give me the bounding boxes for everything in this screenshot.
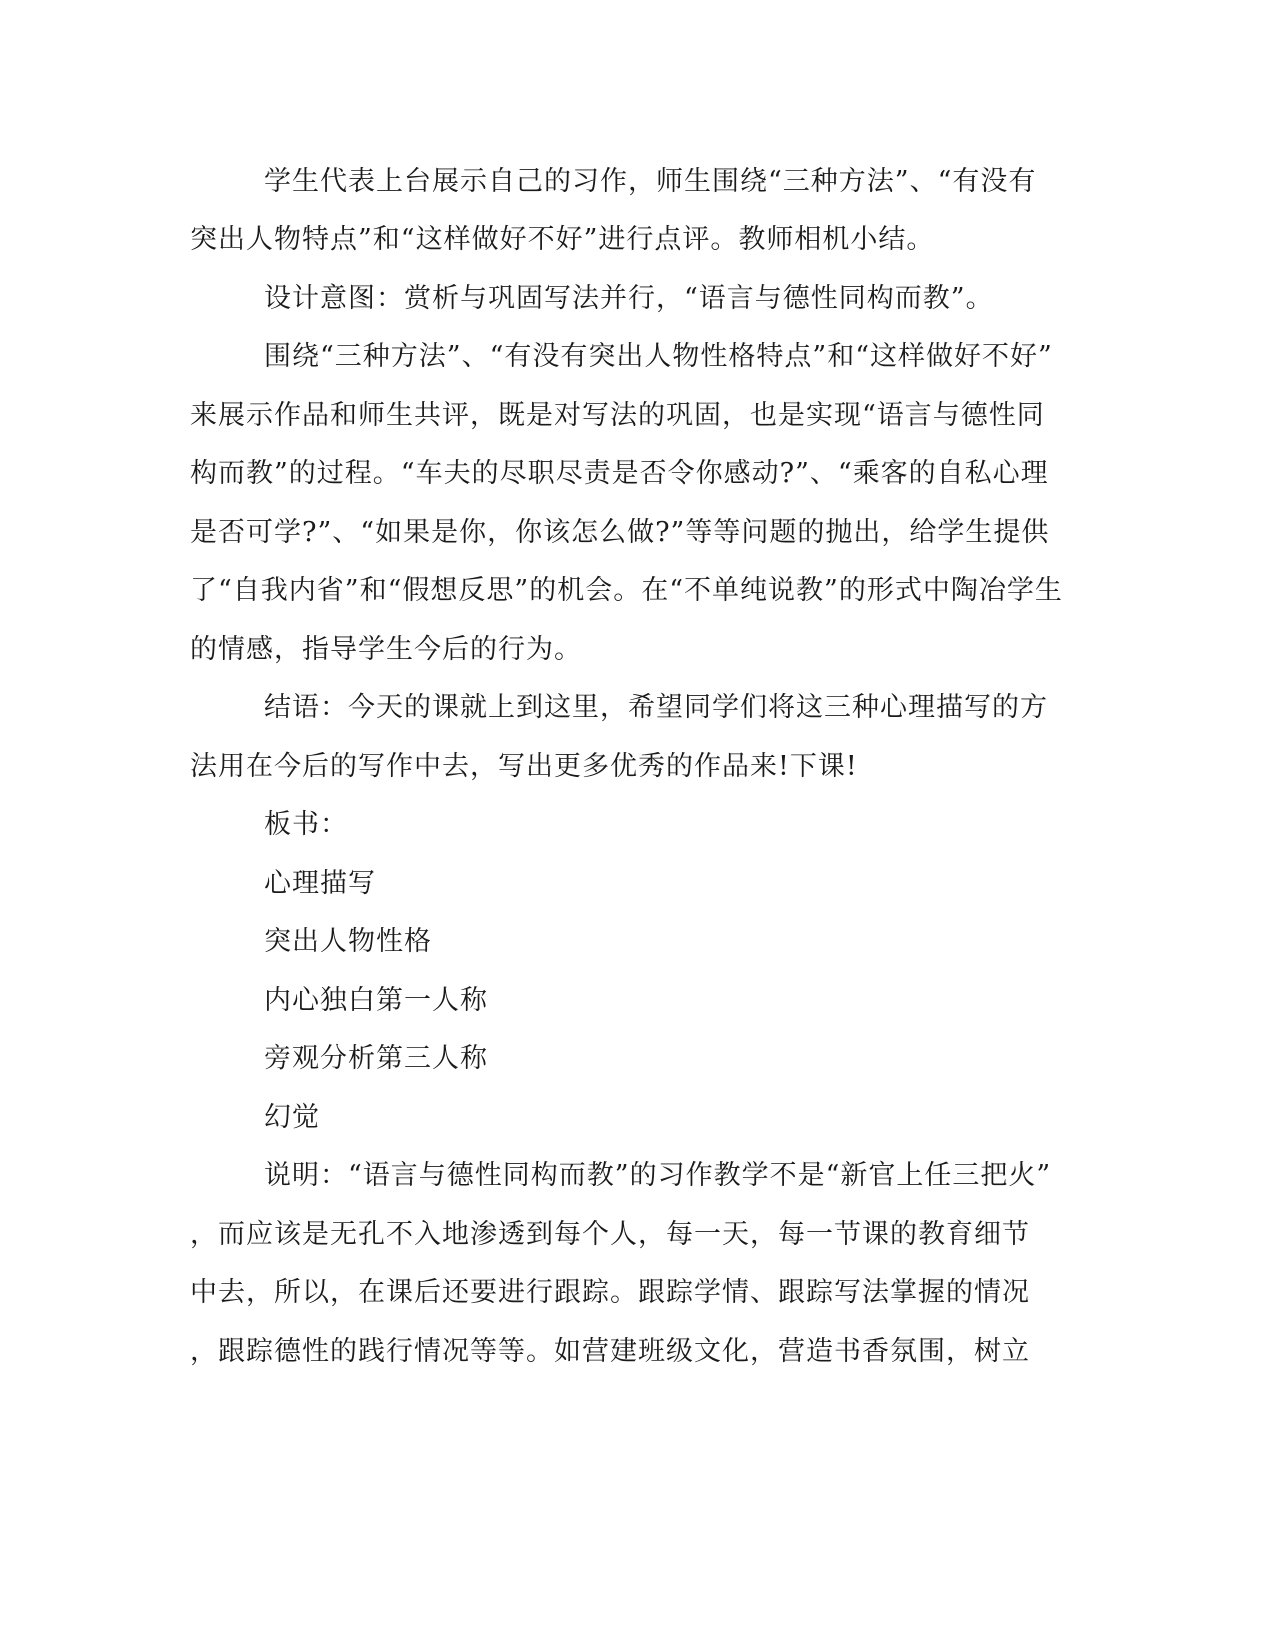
paragraph-line: 是否可学?”、“如果是你，你该怎么做?”等等问题的抛出，给学生提供 [190,517,1050,548]
paragraph-line: 设计意图：赏析与巩固写法并行，“语言与德性同构而教”。 [264,283,994,314]
paragraph-line: 中去，所以，在课后还要进行跟踪。跟踪学情、跟踪写法掌握的情况 [190,1277,1030,1308]
blackboard-item: 幻觉 [264,1102,320,1133]
paragraph-line: 的情感，指导学生今后的行为。 [190,634,582,665]
paragraph-line: 来展示作品和师生共评，既是对写法的巩固，也是实现“语言与德性同 [190,400,1045,431]
blackboard-heading: 板书： [264,809,348,840]
paragraph-line: ，跟踪德性的践行情况等等。如营建班级文化，营造书香氛围，树立 [190,1336,1030,1367]
paragraph-line: 了“自我内省”和“假想反思”的机会。在“不单纯说教”的形式中陶冶学生 [190,575,1063,606]
paragraph-line: 法用在今后的写作中去，写出更多优秀的作品来!下课! [190,751,858,782]
paragraph-line: 学生代表上台展示自己的习作，师生围绕“三种方法”、“有没有 [264,166,1037,197]
blackboard-item: 旁观分析第三人称 [264,1043,488,1074]
blackboard-item: 心理描写 [264,868,376,899]
paragraph-line: 说明：“语言与德性同构而教”的习作教学不是“新官上任三把火” [264,1160,1052,1191]
paragraph-line: ，而应该是无孔不入地渗透到每个人，每一天，每一节课的教育细节 [190,1219,1030,1250]
paragraph-line: 构而教”的过程。“车夫的尽职尽责是否令你感动?”、“乘客的自私心理 [190,458,1049,489]
paragraph-line: 突出人物特点”和“这样做好不好”进行点评。教师相机小结。 [190,224,935,255]
paragraph-line: 结语：今天的课就上到这里，希望同学们将这三种心理描写的方 [264,692,1048,723]
paragraph-line: 围绕“三种方法”、“有没有突出人物性格特点”和“这样做好不好” [264,341,1053,372]
blackboard-item: 内心独白第一人称 [264,985,488,1016]
blackboard-item: 突出人物性格 [264,926,432,957]
